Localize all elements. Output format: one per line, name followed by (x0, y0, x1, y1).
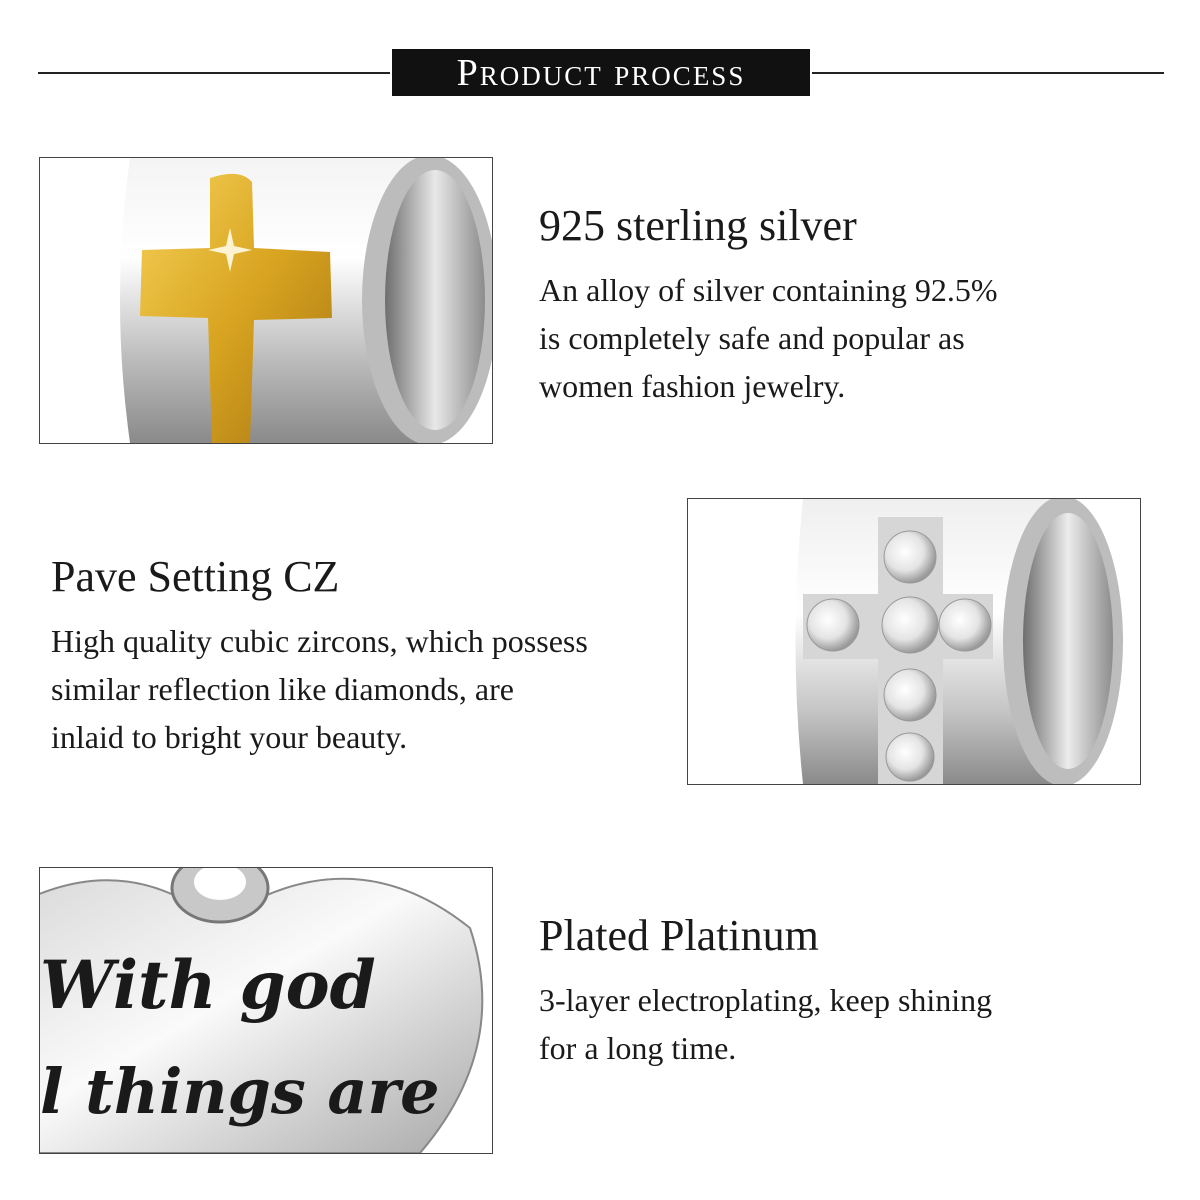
feature-title: 925 sterling silver (539, 201, 857, 250)
engraving-line-1: With god (40, 946, 376, 1024)
feature-description: An alloy of silver containing 92.5% is completely safe and popular as women fashion jewelry. (539, 272, 998, 404)
gold-cross-bead-image (39, 157, 493, 444)
feature-sterling-silver (539, 196, 1159, 410)
engraving-line-2: l things are (40, 1055, 440, 1128)
engraved-heart-image (39, 867, 493, 1154)
section-header-title: Product process (456, 51, 746, 94)
pave-cross-bead-image (687, 498, 1141, 785)
feature-description: 3-layer electroplating, keep shining for a long time. (539, 982, 993, 1066)
feature-title: Plated Platinum (539, 911, 819, 960)
section-header (392, 49, 810, 96)
feature-pave-setting (51, 547, 671, 761)
header-rule-left (38, 72, 390, 74)
feature-description: High quality cubic zircons, which possess similar reflection like diamonds, are inlaid to bright your beauty. (51, 623, 588, 755)
feature-plated-platinum (539, 906, 1159, 1072)
header-rule-right (812, 72, 1164, 74)
feature-title: Pave Setting CZ (51, 552, 340, 601)
